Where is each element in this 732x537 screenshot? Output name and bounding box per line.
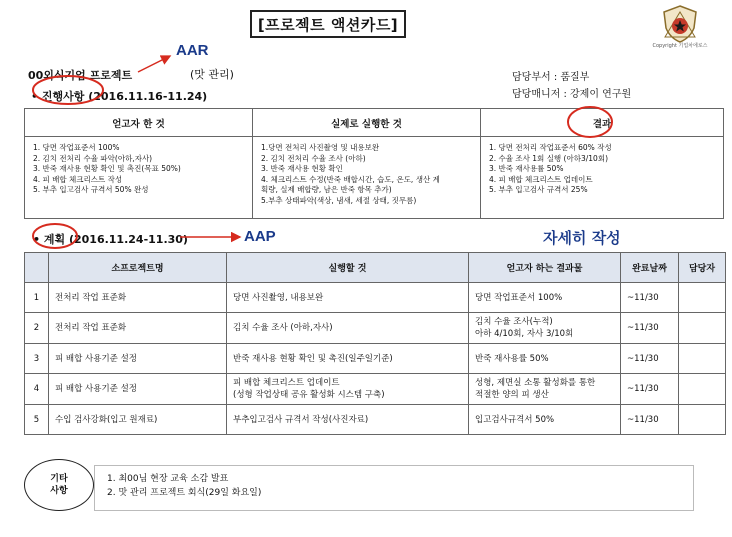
plan-cell-due: ~11/30	[621, 313, 679, 344]
plan-cell-owner	[679, 313, 726, 344]
plan-cell-due: ~11/30	[621, 344, 679, 374]
list-item: 3. 반죽 재사용 현황 확인 및 촉진(목표 50%)	[33, 164, 181, 173]
table-row	[25, 374, 726, 405]
plan-cell-result: 당면 작업표준서 100%	[469, 283, 621, 313]
list-item: 3. 반죽 재사용 현황 확인	[261, 164, 343, 173]
etc-label-text: 기타 사항	[50, 474, 68, 496]
list-item: 3. 반죽 재사용률 50%	[489, 164, 564, 173]
list-item: 획량, 실제 배합량, 남은 반죽 항목 추가)	[261, 185, 392, 194]
plan-cell-owner	[679, 374, 726, 405]
plan-cell-action: 김치 수율 조사 (아하,자사)	[227, 313, 469, 344]
progress-cell-goal	[25, 137, 253, 219]
plan-cell-result: 김치 수율 조사(누적) 아하 4/10회, 자사 3/10회	[469, 313, 621, 344]
plan-cell-no: 5	[25, 405, 49, 435]
progress-table	[24, 108, 724, 219]
plan-col-due: 완료날짜	[621, 253, 679, 283]
plan-cell-owner	[679, 283, 726, 313]
logo-text: Copyright 기업차에로스	[652, 43, 708, 49]
project-subtitle: (맛 관리)	[190, 68, 234, 81]
plan-cell-action: 피 배합 체크리스트 업데이트 (성형 작업상태 공유 활성화 시스템 구축)	[227, 374, 469, 405]
manager: 담당매니저 : 강제이 연구원	[512, 89, 632, 100]
plan-cell-due: ~11/30	[621, 283, 679, 313]
plan-cell-owner	[679, 405, 726, 435]
plan-col-result: 얻고자 하는 결과물	[469, 253, 621, 283]
plan-table	[24, 252, 726, 435]
list-item: 4. 피 배합 체크리스트 작성	[33, 174, 123, 184]
list-item: 2. 김치 전처리 수율 파악(아하,자사)	[33, 153, 153, 163]
plan-cell-no: 4	[25, 374, 49, 405]
list-item: 1. 최00님 현장 교육 소감 발표	[107, 474, 229, 484]
progress-cell-result	[481, 137, 724, 219]
detail-annotation: 자세히 작성	[543, 229, 621, 247]
project-name: 00외식기업 프로젝트	[28, 69, 133, 82]
plan-cell-no: 1	[25, 283, 49, 313]
plan-cell-name: 전처리 작업 표준화	[49, 283, 227, 313]
progress-col-result: 결과	[481, 109, 724, 137]
plan-cell-owner	[679, 344, 726, 374]
list-item: 5. 부추 입고검사 규격서 25%	[489, 185, 588, 194]
aap-annotation: AAP	[244, 228, 276, 245]
list-item: 1. 당면 작업표준서 100%	[33, 143, 120, 152]
progress-heading: • 진행사항 (2016.11.16-11.24)	[31, 90, 208, 103]
progress-heading-text: 진행사항 (2016.11.16-11.24)	[41, 90, 208, 103]
plan-col-action: 실행할 것	[227, 253, 469, 283]
plan-col-name: 소프로젝트명	[49, 253, 227, 283]
plan-cell-result: 반죽 재사용률 50%	[469, 344, 621, 374]
plan-col-owner: 담당자	[679, 253, 726, 283]
plan-col-no	[25, 253, 49, 283]
table-row	[25, 283, 726, 313]
list-item: 5. 부추 입고검사 규격서 50% 완성	[33, 185, 149, 194]
plan-heading-text: 계획 (2016.11.24-11.30)	[43, 233, 188, 246]
list-item: 4. 체크리스트 수정(반죽 배합시간, 습도, 온도, 생산 계	[261, 174, 440, 184]
shield-star-icon	[660, 4, 700, 44]
plan-cell-name: 전처리 작업 표준화	[49, 313, 227, 344]
plan-cell-no: 3	[25, 344, 49, 374]
progress-col-done: 실제로 실행한 것	[253, 109, 481, 137]
plan-cell-no: 2	[25, 313, 49, 344]
table-row	[25, 405, 726, 435]
plan-cell-name: 수입 검사강화(입고 원재료)	[49, 405, 227, 435]
plan-cell-name: 피 배합 사용기준 설정	[49, 374, 227, 405]
plan-cell-name: 피 배합 사용기준 설정	[49, 344, 227, 374]
list-item: 1. 당면 전처리 작업표준서 60% 작성	[489, 143, 612, 152]
department: 담당부서 : 품질부	[512, 72, 590, 83]
plan-cell-due: ~11/30	[621, 374, 679, 405]
list-item: 1.당면 전처리 사진촬영 및 내용보완	[261, 143, 380, 152]
table-row	[25, 313, 726, 344]
progress-col-goal: 얻고자 한 것	[25, 109, 253, 137]
plan-cell-due: ~11/30	[621, 405, 679, 435]
progress-cell-done	[253, 137, 481, 219]
plan-cell-result: 입고검사규격서 50%	[469, 405, 621, 435]
arrow-line	[138, 56, 170, 72]
list-item: 2. 수율 조사 1회 실행 (아하3/10회)	[489, 153, 608, 163]
plan-cell-action: 반죽 재사용 현황 확인 및 촉진(일주일기준)	[227, 344, 469, 374]
plan-cell-action: 당면 사진촬영, 내용보완	[227, 283, 469, 313]
list-item: 2. 김치 전처리 수율 조사 (아하)	[261, 153, 366, 163]
list-item: 2. 맛 관리 프로젝트 회식(29일 화요일)	[107, 488, 262, 498]
table-row	[25, 344, 726, 374]
plan-heading: • 계획 (2016.11.24-11.30)	[33, 233, 188, 246]
list-item: 5.부추 상태파악(색상, 냄새, 세절 상태, 짓무름)	[261, 195, 417, 205]
plan-cell-action: 부추입고검사 규격서 작성(사진자료)	[227, 405, 469, 435]
aar-annotation: AAR	[176, 42, 209, 59]
list-item: 4. 피 배합 체크리스트 업데이트	[489, 174, 593, 184]
etc-label	[24, 459, 94, 511]
etc-box	[94, 465, 694, 511]
plan-cell-result: 성형, 제면실 소통 활성화를 통한 적절한 양의 피 생산	[469, 374, 621, 405]
page-title: [프로젝트 액션카드]	[250, 10, 406, 38]
